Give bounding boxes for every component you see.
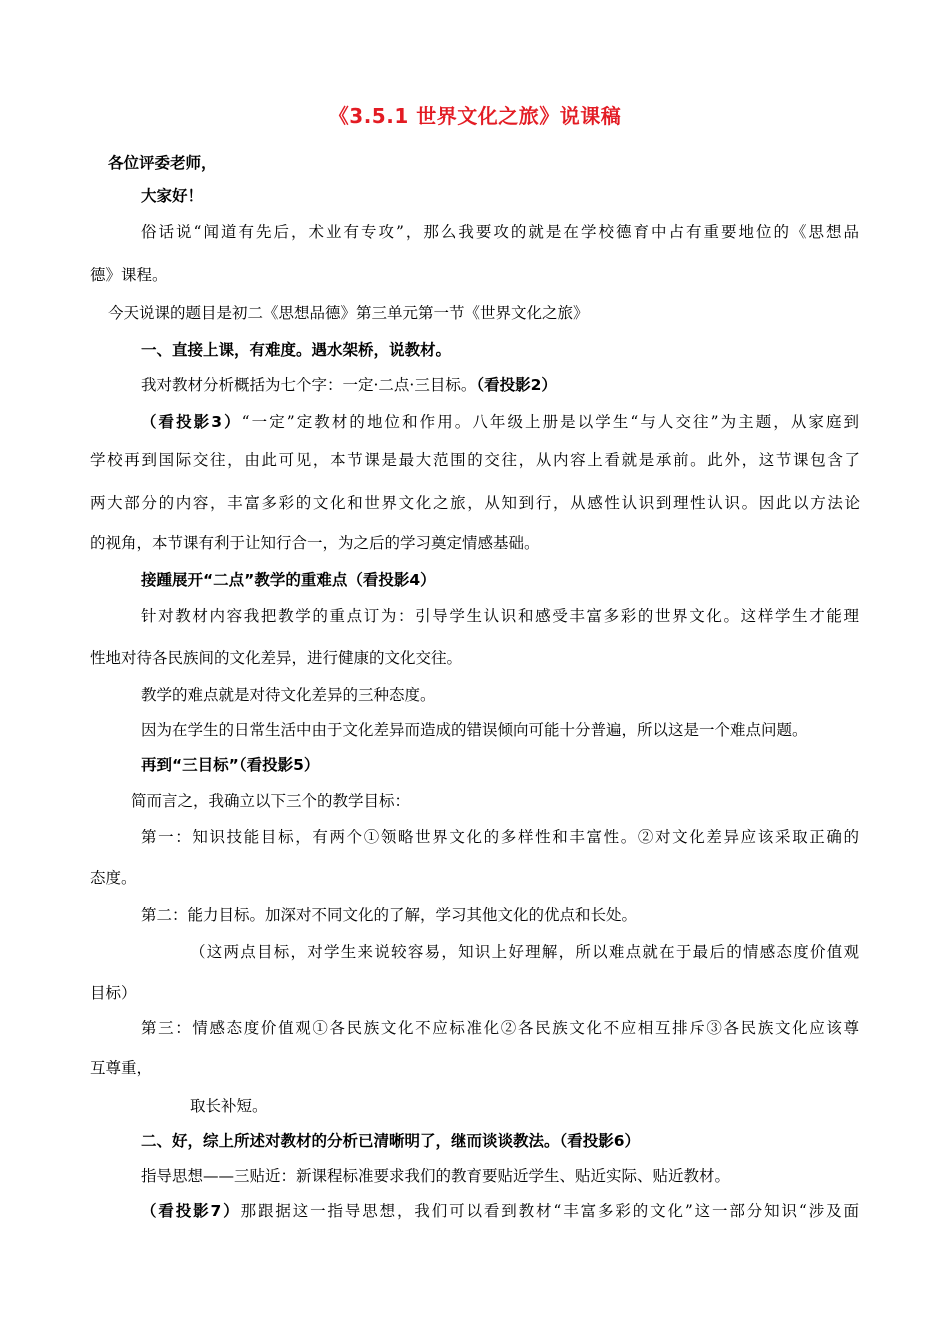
slide-reference: （看投影3）	[141, 413, 242, 431]
slide-reference: （看投影7）	[141, 1202, 241, 1220]
paragraph-line: 俗话说“闻道有先后，术业有专攻”，那么我要攻的就是在学校德育中占有重要地位的《思想品	[141, 223, 859, 241]
paragraph-line: 今天说课的题目是初二《思想品德》第三单元第一节《世界文化之旅》	[108, 304, 589, 322]
paragraph-line: 目标）	[90, 984, 137, 1002]
paragraph-line: 指导思想——三贴近：新课程标准要求我们的教育要贴近学生、贴近实际、贴近教材。	[141, 1167, 731, 1185]
document-title: 《3.5.1 世界文化之旅》说课稿	[328, 104, 622, 128]
paragraph-line: 学校再到国际交往，由此可见，本节课是最大范围的交往，从内容上看就是承前。此外，这节课包含了	[90, 451, 860, 469]
paragraph-line: 态度。	[90, 869, 137, 887]
paragraph-line: 第三：情感态度价值观①各民族文化不应标准化②各民族文化不应相互排斥③各民族文化应该尊	[141, 1019, 859, 1037]
paragraph-line: 第二：能力目标。加深对不同文化的了解，学习其他文化的优点和长处。	[141, 906, 638, 924]
salutation-judges: 各位评委老师，	[108, 154, 217, 172]
paragraph-line: 两大部分的内容，丰富多彩的文化和世界文化之旅，从知到行，从感性认识到理性认识。因此以方法论	[90, 494, 860, 512]
section-heading-2: 二、好，综上所述对教材的分析已清晰明了，继而谈谈教法。（看投影6）	[141, 1132, 641, 1150]
paragraph-line: （看投影7）那跟据这一指导思想，我们可以看到教材“丰富多彩的文化”这一部分知识“涉及面	[141, 1202, 859, 1220]
slide-reference: （看投影2）	[476, 376, 557, 394]
paragraph-line: 针对教材内容我把教学的重点订为：引导学生认识和感受丰富多彩的世界文化。这样学生才能理	[141, 607, 859, 625]
paragraph-line: （看投影3）“一定”定教材的地位和作用。八年级上册是以学生“与人交往”为主题，从家庭到	[141, 413, 859, 431]
section-heading-1: 一、直接上课，有难度。遇水架桥，说教材。	[141, 341, 452, 359]
paragraph-line: 德》课程。	[90, 266, 168, 284]
section-heading-objectives: 再到“三目标”（看投影5）	[141, 756, 320, 774]
paragraph-line: 互尊重，	[90, 1059, 153, 1077]
paragraph-line: 性地对待各民族间的文化差异，进行健康的文化交往。	[90, 649, 463, 667]
paragraph-line: 教学的难点就是对待文化差异的三种态度。	[141, 686, 436, 704]
paragraph-line: 第一：知识技能目标，有两个①领略世界文化的多样性和丰富性。②对文化差异应该采取正确的	[141, 828, 859, 846]
paragraph-line: （这两点目标，对学生来说较容易，知识上好理解，所以难点就在于最后的情感态度价值观	[190, 943, 859, 961]
paragraph-line: 取长补短。	[190, 1097, 268, 1115]
section-heading-key-points: 接踵展开“二点”教学的重难点（看投影4）	[141, 571, 436, 589]
greeting: 大家好！	[141, 187, 204, 205]
paragraph-line: 我对教材分析概括为七个字：一定·二点·三目标。（看投影2）	[141, 376, 557, 394]
paragraph-line: 简而言之，我确立以下三个的教学目标：	[131, 792, 411, 810]
paragraph-line: 因为在学生的日常生活中由于文化差异而造成的错误倾向可能十分普遍，所以这是一个难点问题。	[141, 721, 808, 739]
paragraph-line: 的视角，本节课有利于让知行合一，为之后的学习奠定情感基础。	[90, 534, 540, 552]
